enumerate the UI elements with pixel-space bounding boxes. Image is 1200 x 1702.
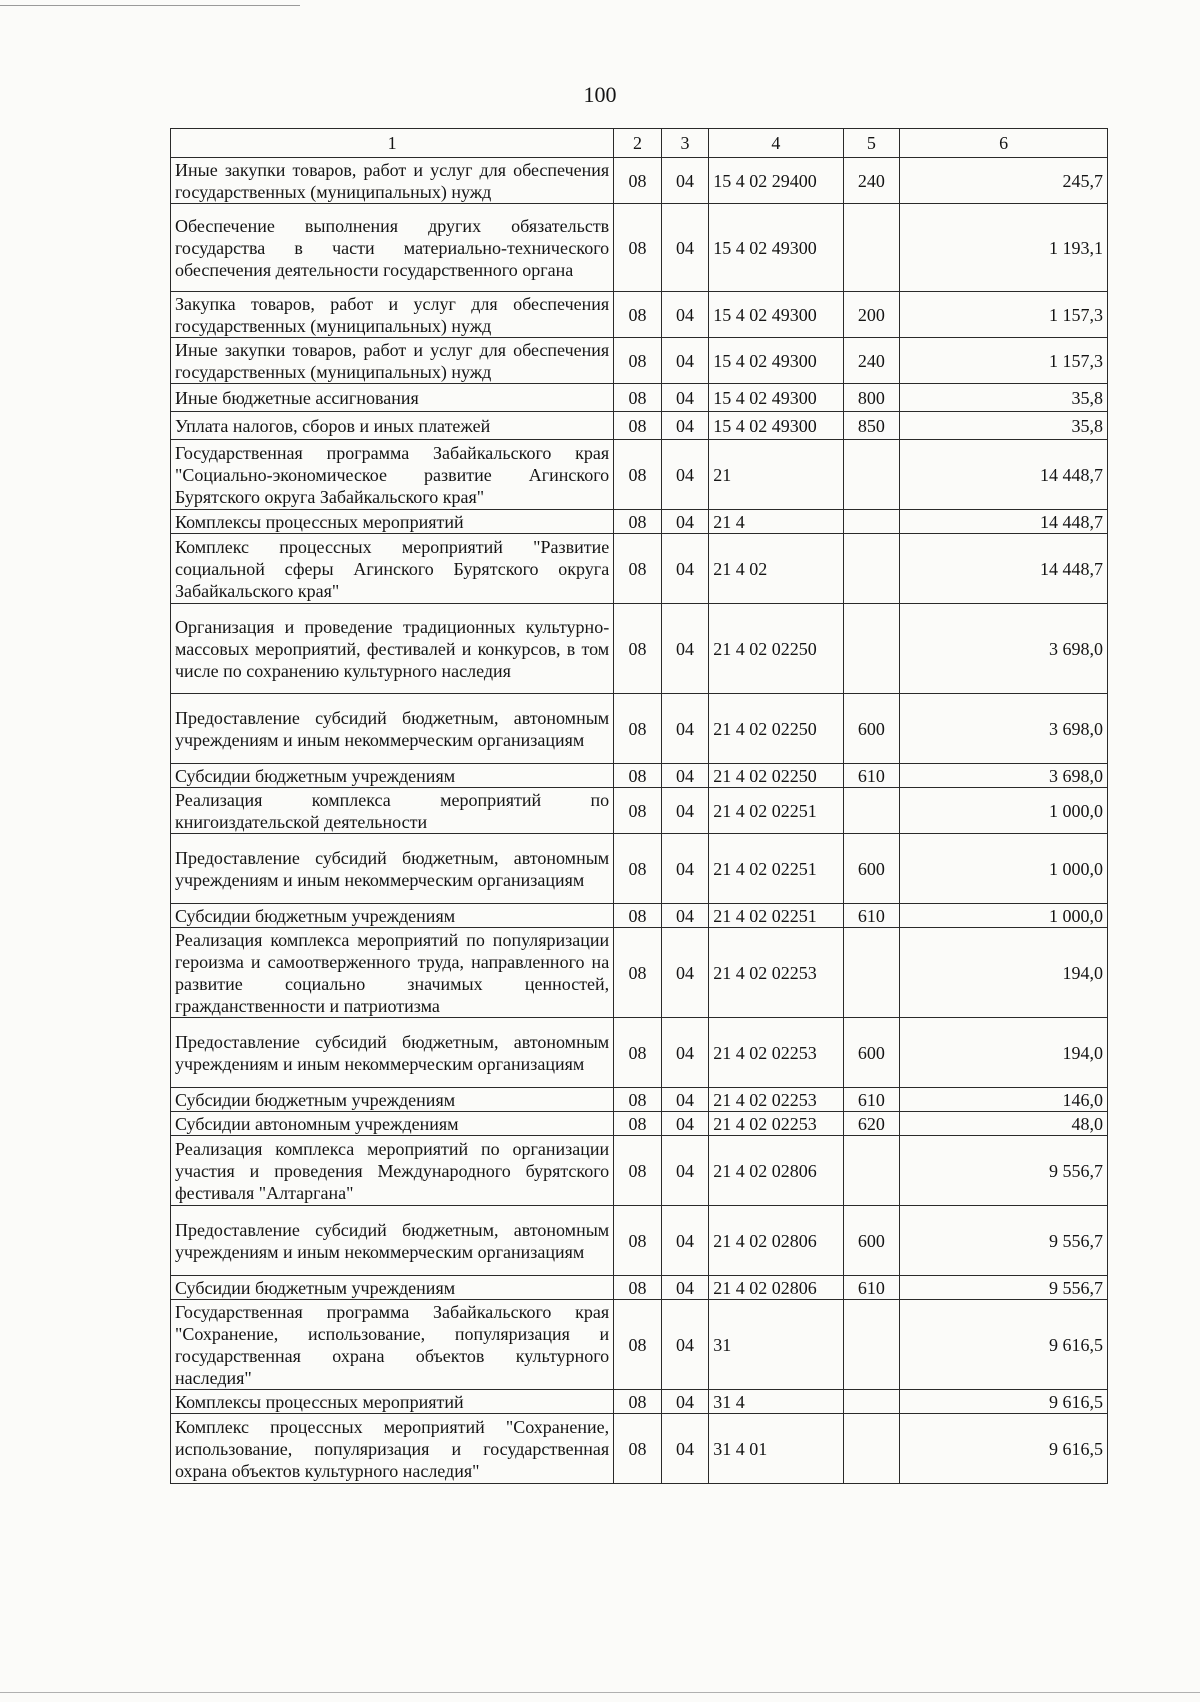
table-row — [171, 928, 1108, 1018]
table-row — [171, 412, 1108, 440]
expense-type-cell — [843, 1414, 900, 1484]
amount-cell: 35,8 — [900, 384, 1108, 412]
subsection-code-cell: 04 — [661, 510, 709, 534]
amount-cell: 3 698,0 — [900, 694, 1108, 764]
subsection-code-cell: 04 — [661, 1018, 709, 1088]
row-name-cell: Закупка товаров, работ и услуг для обеспечения государственных (муниципальных) нужд — [171, 292, 614, 338]
target-article-cell: 21 4 02 02806 — [709, 1206, 843, 1276]
target-article-cell: 21 4 02 02251 — [709, 834, 843, 904]
amount-cell: 48,0 — [900, 1112, 1108, 1136]
target-article-cell: 15 4 02 49300 — [709, 292, 843, 338]
row-name-cell: Комплексы процессных мероприятий — [171, 1390, 614, 1414]
amount-cell: 146,0 — [900, 1088, 1108, 1112]
table-row — [171, 904, 1108, 928]
table-row — [171, 764, 1108, 788]
amount-cell: 9 616,5 — [900, 1390, 1108, 1414]
expense-type-cell: 850 — [843, 412, 900, 440]
table-row — [171, 1206, 1108, 1276]
table-row — [171, 1414, 1108, 1484]
section-code-cell: 08 — [614, 1414, 662, 1484]
row-name-cell: Государственная программа Забайкальского края "Сохранение, использование, популяризация и государственная охрана объектов культурного наследия" — [171, 1300, 614, 1390]
expense-type-cell — [843, 204, 900, 292]
amount-cell: 9 556,7 — [900, 1136, 1108, 1206]
amount-cell: 1 193,1 — [900, 204, 1108, 292]
section-code-cell: 08 — [614, 292, 662, 338]
expense-type-cell: 200 — [843, 292, 900, 338]
budget-table — [170, 128, 1108, 1484]
row-name-cell: Комплексы процессных мероприятий — [171, 510, 614, 534]
subsection-code-cell: 04 — [661, 694, 709, 764]
amount-cell: 194,0 — [900, 1018, 1108, 1088]
section-code-cell: 08 — [614, 788, 662, 834]
section-code-cell: 08 — [614, 604, 662, 694]
expense-type-cell — [843, 788, 900, 834]
section-code-cell: 08 — [614, 1300, 662, 1390]
subsection-code-cell: 04 — [661, 1136, 709, 1206]
section-code-cell: 08 — [614, 694, 662, 764]
expense-type-cell — [843, 510, 900, 534]
section-code-cell: 08 — [614, 1112, 662, 1136]
subsection-code-cell: 04 — [661, 1276, 709, 1300]
scan-edge-bottom — [0, 1692, 1200, 1693]
subsection-code-cell: 04 — [661, 604, 709, 694]
subsection-code-cell: 04 — [661, 764, 709, 788]
table-row — [171, 1390, 1108, 1414]
target-article-cell: 15 4 02 49300 — [709, 338, 843, 384]
subsection-code-cell: 04 — [661, 204, 709, 292]
table-body — [171, 158, 1108, 1484]
row-name-cell: Реализация комплекса мероприятий по книгоиздательской деятельности — [171, 788, 614, 834]
row-name-cell: Субсидии бюджетным учреждениям — [171, 1276, 614, 1300]
subsection-code-cell: 04 — [661, 412, 709, 440]
table-row — [171, 338, 1108, 384]
expense-type-cell — [843, 928, 900, 1018]
subsection-code-cell: 04 — [661, 338, 709, 384]
amount-cell: 9 556,7 — [900, 1206, 1108, 1276]
section-code-cell: 08 — [614, 204, 662, 292]
row-name-cell: Государственная программа Забайкальского края "Социально-экономическое развитие Агинского Бурятского округа Забайкальского края" — [171, 440, 614, 510]
table-row — [171, 834, 1108, 904]
expense-type-cell — [843, 1136, 900, 1206]
expense-type-cell: 610 — [843, 1276, 900, 1300]
expense-type-cell: 240 — [843, 158, 900, 204]
target-article-cell: 21 4 02 02806 — [709, 1136, 843, 1206]
section-code-cell: 08 — [614, 338, 662, 384]
target-article-cell: 15 4 02 49300 — [709, 384, 843, 412]
section-code-cell: 08 — [614, 834, 662, 904]
target-article-cell: 31 4 01 — [709, 1414, 843, 1484]
amount-cell: 1 000,0 — [900, 834, 1108, 904]
table-row — [171, 440, 1108, 510]
section-code-cell: 08 — [614, 1390, 662, 1414]
target-article-cell: 31 4 — [709, 1390, 843, 1414]
amount-cell: 9 616,5 — [900, 1300, 1108, 1390]
section-code-cell: 08 — [614, 1088, 662, 1112]
table-row — [171, 694, 1108, 764]
section-code-cell: 08 — [614, 510, 662, 534]
subsection-code-cell: 04 — [661, 440, 709, 510]
expense-type-cell: 800 — [843, 384, 900, 412]
section-code-cell: 08 — [614, 440, 662, 510]
section-code-cell: 08 — [614, 1276, 662, 1300]
row-name-cell: Иные закупки товаров, работ и услуг для обеспечения государственных (муниципальных) нужд — [171, 158, 614, 204]
expense-type-cell: 600 — [843, 1018, 900, 1088]
row-name-cell: Комплекс процессных мероприятий "Развитие социальной сферы Агинского Бурятского округа Забайкальского края" — [171, 534, 614, 604]
section-code-cell: 08 — [614, 1136, 662, 1206]
expense-type-cell: 620 — [843, 1112, 900, 1136]
table-row — [171, 158, 1108, 204]
amount-cell: 1 157,3 — [900, 338, 1108, 384]
section-code-cell: 08 — [614, 412, 662, 440]
amount-cell: 3 698,0 — [900, 604, 1108, 694]
row-name-cell: Реализация комплекса мероприятий по популяризации героизма и самоотверженного труда, направленного на развитие социально значимых ценностей, гражданственности и патриотизма — [171, 928, 614, 1018]
column-header: 2 — [614, 129, 662, 158]
expense-type-cell — [843, 604, 900, 694]
header-row — [171, 129, 1108, 158]
target-article-cell: 21 4 02 02251 — [709, 788, 843, 834]
subsection-code-cell: 04 — [661, 158, 709, 204]
amount-cell: 9 616,5 — [900, 1414, 1108, 1484]
amount-cell: 9 556,7 — [900, 1276, 1108, 1300]
row-name-cell: Субсидии автономным учреждениям — [171, 1112, 614, 1136]
subsection-code-cell: 04 — [661, 1112, 709, 1136]
amount-cell: 1 157,3 — [900, 292, 1108, 338]
table-row — [171, 788, 1108, 834]
row-name-cell: Субсидии бюджетным учреждениям — [171, 764, 614, 788]
amount-cell: 14 448,7 — [900, 534, 1108, 604]
table-row — [171, 1018, 1108, 1088]
target-article-cell: 21 4 02 02806 — [709, 1276, 843, 1300]
amount-cell: 194,0 — [900, 928, 1108, 1018]
target-article-cell: 21 4 02 — [709, 534, 843, 604]
expense-type-cell: 600 — [843, 834, 900, 904]
row-name-cell: Субсидии бюджетным учреждениям — [171, 1088, 614, 1112]
row-name-cell: Комплекс процессных мероприятий "Сохранение, использование, популяризация и государственная охрана объектов культурного наследия" — [171, 1414, 614, 1484]
expense-type-cell — [843, 440, 900, 510]
target-article-cell: 21 4 02 02250 — [709, 694, 843, 764]
table-row — [171, 204, 1108, 292]
expense-type-cell — [843, 1390, 900, 1414]
row-name-cell: Предоставление субсидий бюджетным, автономным учреждениям и иным некоммерческим организациям — [171, 1206, 614, 1276]
section-code-cell: 08 — [614, 764, 662, 788]
amount-cell: 1 000,0 — [900, 788, 1108, 834]
table-row — [171, 604, 1108, 694]
expense-type-cell: 240 — [843, 338, 900, 384]
subsection-code-cell: 04 — [661, 904, 709, 928]
target-article-cell: 15 4 02 49300 — [709, 204, 843, 292]
section-code-cell: 08 — [614, 1206, 662, 1276]
column-header: 3 — [661, 129, 709, 158]
table-row — [171, 534, 1108, 604]
row-name-cell: Иные бюджетные ассигнования — [171, 384, 614, 412]
row-name-cell: Предоставление субсидий бюджетным, автономным учреждениям и иным некоммерческим организациям — [171, 834, 614, 904]
amount-cell: 245,7 — [900, 158, 1108, 204]
section-code-cell: 08 — [614, 928, 662, 1018]
target-article-cell: 21 4 02 02250 — [709, 764, 843, 788]
target-article-cell: 21 4 — [709, 510, 843, 534]
expense-type-cell — [843, 1300, 900, 1390]
subsection-code-cell: 04 — [661, 534, 709, 604]
table-row — [171, 1136, 1108, 1206]
subsection-code-cell: 04 — [661, 1206, 709, 1276]
subsection-code-cell: 04 — [661, 928, 709, 1018]
target-article-cell: 21 — [709, 440, 843, 510]
target-article-cell: 21 4 02 02253 — [709, 1018, 843, 1088]
row-name-cell: Уплата налогов, сборов и иных платежей — [171, 412, 614, 440]
target-article-cell: 15 4 02 49300 — [709, 412, 843, 440]
row-name-cell: Предоставление субсидий бюджетным, автономным учреждениям и иным некоммерческим организациям — [171, 1018, 614, 1088]
row-name-cell: Реализация комплекса мероприятий по организации участия и проведения Международного бурятского фестиваля "Алтаргана" — [171, 1136, 614, 1206]
row-name-cell: Организация и проведение традиционных культурно-массовых мероприятий, фестивалей и конкурсов, в том числе по сохранению культурного наследия — [171, 604, 614, 694]
table-row — [171, 510, 1108, 534]
column-header: 4 — [709, 129, 843, 158]
subsection-code-cell: 04 — [661, 1390, 709, 1414]
scan-edge-top — [0, 5, 300, 6]
expense-type-cell: 600 — [843, 694, 900, 764]
column-header: 6 — [900, 129, 1108, 158]
column-header: 1 — [171, 129, 614, 158]
section-code-cell: 08 — [614, 384, 662, 412]
subsection-code-cell: 04 — [661, 1414, 709, 1484]
expense-type-cell: 610 — [843, 764, 900, 788]
amount-cell: 35,8 — [900, 412, 1108, 440]
row-name-cell: Иные закупки товаров, работ и услуг для обеспечения государственных (муниципальных) нужд — [171, 338, 614, 384]
table-row — [171, 292, 1108, 338]
table-row — [171, 1112, 1108, 1136]
row-name-cell: Предоставление субсидий бюджетным, автономным учреждениям и иным некоммерческим организациям — [171, 694, 614, 764]
target-article-cell: 21 4 02 02253 — [709, 1088, 843, 1112]
column-header: 5 — [843, 129, 900, 158]
target-article-cell: 21 4 02 02253 — [709, 928, 843, 1018]
section-code-cell: 08 — [614, 158, 662, 204]
expense-type-cell — [843, 534, 900, 604]
expense-type-cell: 600 — [843, 1206, 900, 1276]
target-article-cell: 31 — [709, 1300, 843, 1390]
subsection-code-cell: 04 — [661, 834, 709, 904]
page-number: 100 — [583, 82, 617, 107]
amount-cell: 3 698,0 — [900, 764, 1108, 788]
target-article-cell: 21 4 02 02253 — [709, 1112, 843, 1136]
row-name-cell: Обеспечение выполнения других обязательств государства в части материально-технического обеспечения деятельности государственного органа — [171, 204, 614, 292]
target-article-cell: 21 4 02 02251 — [709, 904, 843, 928]
subsection-code-cell: 04 — [661, 1300, 709, 1390]
section-code-cell: 08 — [614, 904, 662, 928]
amount-cell: 1 000,0 — [900, 904, 1108, 928]
row-name-cell: Субсидии бюджетным учреждениям — [171, 904, 614, 928]
table-row — [171, 384, 1108, 412]
target-article-cell: 15 4 02 29400 — [709, 158, 843, 204]
subsection-code-cell: 04 — [661, 292, 709, 338]
table-row — [171, 1300, 1108, 1390]
table-row — [171, 1088, 1108, 1112]
section-code-cell: 08 — [614, 534, 662, 604]
subsection-code-cell: 04 — [661, 788, 709, 834]
amount-cell: 14 448,7 — [900, 440, 1108, 510]
amount-cell: 14 448,7 — [900, 510, 1108, 534]
subsection-code-cell: 04 — [661, 384, 709, 412]
target-article-cell: 21 4 02 02250 — [709, 604, 843, 694]
section-code-cell: 08 — [614, 1018, 662, 1088]
table-row — [171, 1276, 1108, 1300]
subsection-code-cell: 04 — [661, 1088, 709, 1112]
expense-type-cell: 610 — [843, 1088, 900, 1112]
expense-type-cell: 610 — [843, 904, 900, 928]
